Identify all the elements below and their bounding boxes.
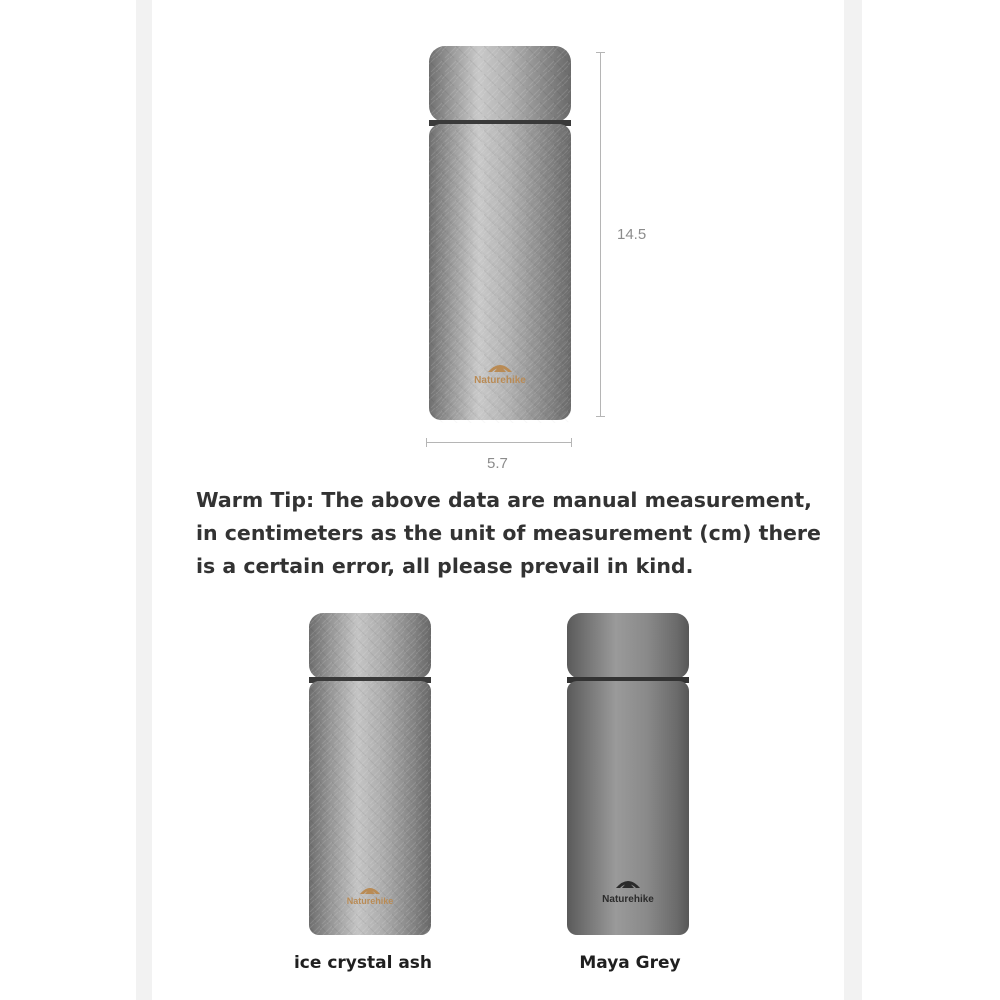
width-label: 5.7 bbox=[487, 455, 508, 472]
brand-logo-text: Naturehike bbox=[346, 896, 394, 906]
variant-caption-maya-grey: Maya Grey bbox=[579, 953, 681, 973]
brand-logo-text: Naturehike bbox=[602, 894, 654, 905]
height-label: 14.5 bbox=[617, 226, 647, 243]
brand-logo-text: Naturehike bbox=[474, 375, 526, 386]
right-margin bbox=[862, 0, 1000, 1000]
left-margin bbox=[0, 0, 136, 1000]
variant-caption-ice-crystal-ash: ice crystal ash bbox=[293, 953, 433, 973]
warm-tip-text: Warm Tip: The above data are manual measurement, in centimeters as the unit of measurement (cm) there is a certain error, all please prevail in kind. bbox=[196, 488, 821, 578]
height-dimension-line bbox=[600, 52, 601, 417]
maya-grey-bottle-image bbox=[566, 612, 690, 938]
width-dimension-line bbox=[426, 442, 572, 443]
main-bottle-image bbox=[428, 44, 572, 424]
ice-crystal-ash-bottle-image bbox=[308, 612, 432, 938]
